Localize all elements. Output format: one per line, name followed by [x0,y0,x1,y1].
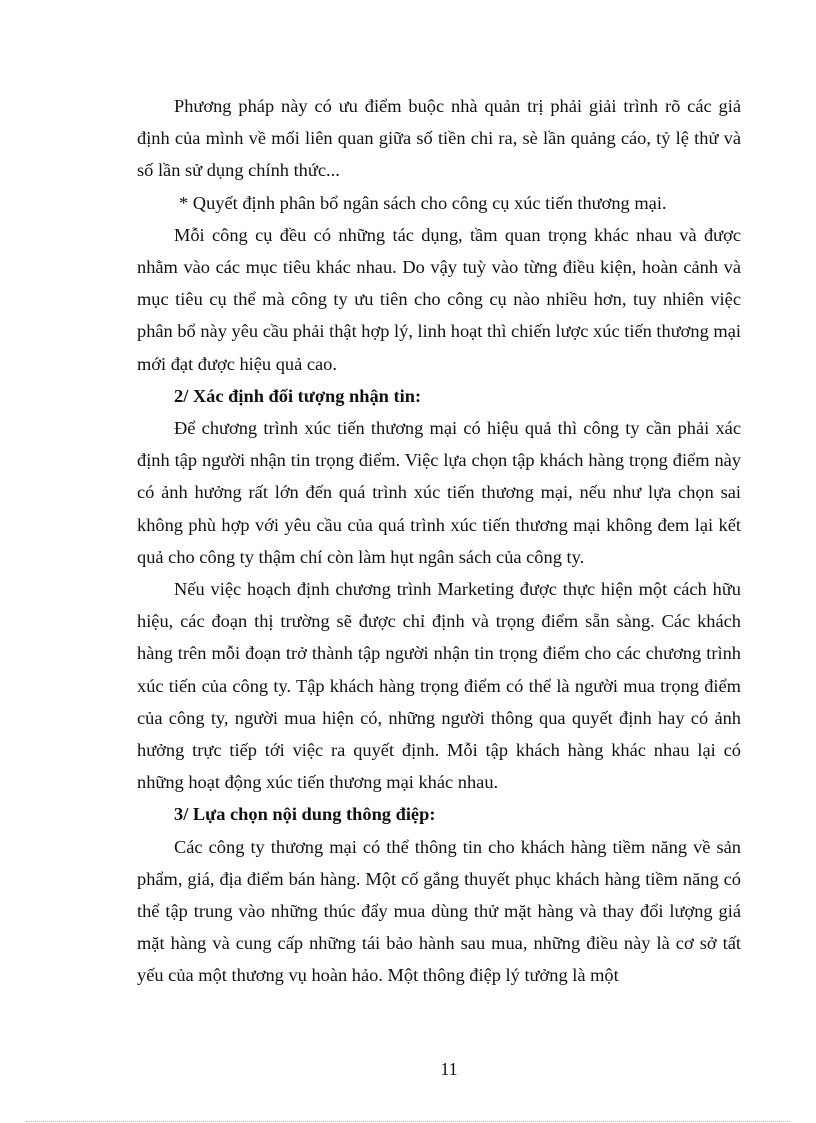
page-body [137,90,741,992]
page-bottom-divider [26,1121,790,1122]
paragraph-message-content: Các công ty thương mại có thể thông tin cho khách hàng tiềm năng về sản phẩm, giá, địa điểm bán hàng. Một cố gắng thuyết phục khách hàng tiềm năng có thể tập trung vào những thúc đẩy mua dùng thử mặt hàng và thay đổi lượng giá mặt hàng và cung cấp những tái bảo hành sau mua, những điều này là cơ sở tất yếu của một thương vụ hoàn hảo. Một thông điệp lý tưởng là một [137,836,741,986]
paragraph-target-audience: Để chương trình xúc tiến thương mại có hiệu quả thì công ty cần phải xác định tập người nhận tin trọng điểm. Việc lựa chọn tập khách hàng trọng điểm này có ảnh hưởng rất lớn đến quá trình xúc tiến thương mại, nếu như lựa chọn sai không phù hợp với yêu cầu của quá trình xúc tiến thương mại không đem lại kết quả cho công ty thậm chí còn làm hụt ngân sách của công ty. [137,418,741,567]
paragraph-tools-priority: Mỗi công cụ đều có những tác dụng, tầm quan trọng khác nhau và được nhằm vào các mục tiêu khác nhau. Do vậy tuỳ vào từng điều kiện, hoàn cảnh và mục tiêu cụ thể mà công ty ưu tiên cho công cụ nào nhiều hơn, tuy nhiên việc phân bổ này yêu cầu phải thật hợp lý, linh hoạt thì chiến lược xúc tiến thương mại mới đạt được hiệu quả cao. [137,224,741,374]
bullet-budget-allocation: * Quyết định phân bổ ngân sách cho công cụ xúc tiến thương mại. [179,192,667,213]
page-number: 11 [440,1059,458,1079]
paragraph-marketing-planning: Nếu việc hoạch định chương trình Marketing được thực hiện một cách hữu hiệu, các đoạn thị trường sẽ được chỉ định và trọng điểm sẵn sàng. Các khách hàng trên mỗi đoạn trở thành tập người nhận tin trọng điểm cho các chương trình xúc tiến của công ty. Tập khách hàng trọng điểm có thể là người mua trọng điểm của công ty, người mua hiện có, những người thông qua quyết định hay có ảnh hưởng trực tiếp tới việc ra quyết định. Mỗi tập khách hàng khác nhau lại có những hoạt động xúc tiến thương mại khác nhau. [137,579,741,793]
section-heading-message-content: 3/ Lựa chọn nội dung thông điệp: [174,804,436,825]
section-heading-target-audience: 2/ Xác định đối tượng nhận tin: [174,385,422,406]
paragraph-method-advantage: Phương pháp này có ưu điểm buộc nhà quản trị phải giải trình rõ các giả định của mình về mối liên quan giữa số tiền chi ra, sè lần quảng cáo, tỷ lệ thử và số lần sử dụng chính thức... [137,96,741,181]
